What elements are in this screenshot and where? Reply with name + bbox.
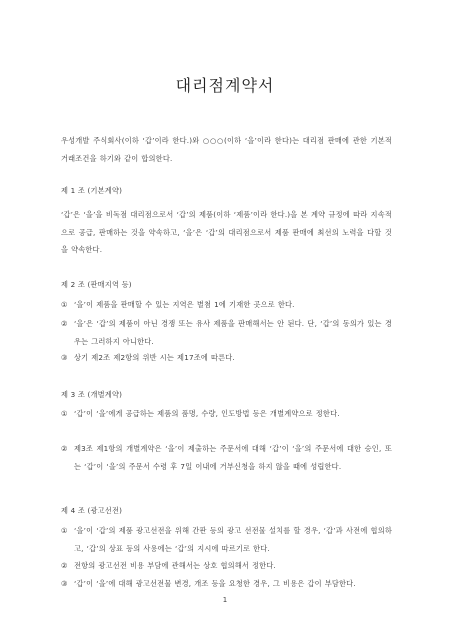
article-2-heading: 제 2 조 (판매지역 등) (61, 280, 132, 289)
item-number: ③ (61, 353, 68, 362)
item-number: ② (61, 444, 68, 453)
article-3-item-1 (61, 405, 392, 423)
article-1-body: ‘갑’은 ‘을’을 비독점 대리점으로서 ‘갑’의 제품(이하 ‘제품’이라 한다.)을 본 계약 규정에 따라 지속적으로 공급, 판매하는 것을 약속하고, ‘을’은 ‘갑’의 대리점으로서 제품 판매에 최선의 노력을 다할 것을 약속한다. (61, 210, 392, 254)
item-text: ‘갑’이 ‘을’에 대해 광고선전물 변경, 개조 등을 요청한 경우, 그 비용은 갑이 부담한다. (74, 579, 356, 588)
item-number: ③ (61, 579, 68, 588)
item-text: 제3조 제1항의 개별계약은 ‘을’이 제출하는 주문서에 대해 ‘갑’이 ‘을’의 주문서에 대한 승인, 또는 ‘갑’이 ‘을’의 주문서 수령 후 7일 이내에 거부신청을 하지 않을 때에 성립한다. (74, 444, 392, 471)
article-4-item-3 (61, 575, 392, 593)
article-2-item-1 (61, 296, 392, 314)
item-number: ② (61, 561, 68, 570)
article-4-item-2 (61, 557, 392, 575)
document-title: 대리점계약서 (175, 76, 275, 95)
item-text: ‘을’은 ‘갑’의 제품이 아닌 경쟁 또는 유사 제품을 판매해서는 안 된다. 단, ‘갑’의 동의가 있는 경우는 그러하지 아니한다. (74, 319, 392, 346)
item-text: ‘을’이 ‘갑’의 제품 광고선전을 위해 간판 등의 광고 선전물 설치를 할 경우, ‘갑’과 사전에 협의하고, ‘갑’의 상표 등의 사용에는 ‘갑’의 지시에 따르기로 한다. (74, 526, 392, 553)
item-text: ‘갑’이 ‘을’에게 공급하는 제품의 품명, 수량, 인도방법 등은 개별계약으로 정한다. (74, 409, 340, 418)
item-text: 전항의 광고선전 비용 부담에 관해서는 상호 협의해서 정한다. (74, 561, 276, 570)
article-2-item-3 (61, 349, 392, 367)
article-4-heading: 제 4 조 (광고선전) (61, 506, 123, 515)
article-4-item-1 (61, 522, 392, 557)
article-3-heading: 제 3 조 (개별계약) (61, 390, 123, 399)
item-text: ‘을’이 제품을 판매할 수 있는 지역은 별첨 1에 기재한 곳으로 한다. (74, 300, 295, 309)
item-number: ① (61, 526, 68, 535)
intro-paragraph: 우성개발 주식회사(이하 ‘갑’이라 한다.)와 ○○○(이하 ‘을’이라 한다)는 대리점 판매에 관한 기본적 거래조건을 하기와 같이 합의한다. (61, 136, 392, 163)
article-3-item-2 (61, 440, 392, 475)
item-number: ① (61, 409, 68, 418)
item-number: ① (61, 300, 68, 309)
article-2-item-2 (61, 315, 392, 350)
article-1-heading: 제 1 조 (기본계약) (61, 186, 123, 195)
item-text: 상기 제2조 제2항의 위반 시는 제17조에 따른다. (74, 353, 235, 362)
item-number: ② (61, 319, 68, 328)
page-number: 1 (222, 596, 228, 604)
